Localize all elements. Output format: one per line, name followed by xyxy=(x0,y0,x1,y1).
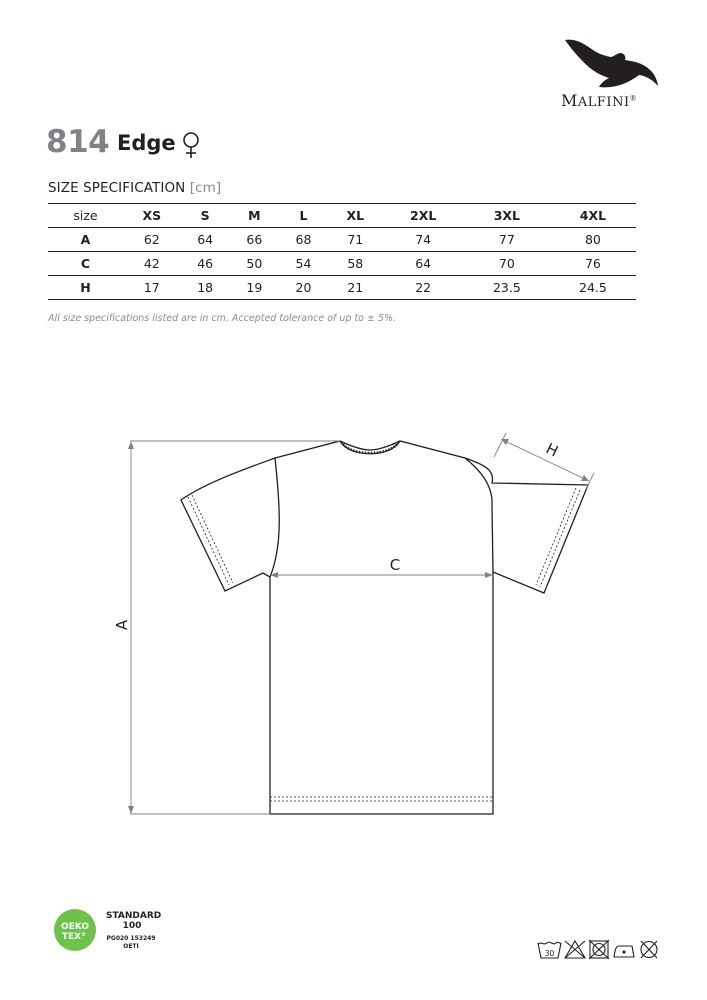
size-header-cell: XL xyxy=(328,204,382,228)
no-tumble-dry-icon xyxy=(589,940,609,959)
size-header-cell: S xyxy=(181,204,230,228)
table-cell: 77 xyxy=(464,228,550,252)
iron-low-icon xyxy=(614,946,634,957)
table-cell: 58 xyxy=(328,252,382,276)
size-table-header xyxy=(48,204,636,228)
row-label: A xyxy=(48,228,123,252)
table-cell: 23.5 xyxy=(464,276,550,300)
brand-wordmark: MALFINI® xyxy=(561,91,638,110)
female-symbol-icon xyxy=(180,131,202,159)
dimension-c-label: C xyxy=(389,556,401,574)
table-cell: 64 xyxy=(383,252,464,276)
table-row xyxy=(48,228,636,252)
table-cell: 21 xyxy=(328,276,382,300)
tshirt-outline xyxy=(181,441,588,814)
table-cell: 80 xyxy=(550,228,636,252)
size-header-cell: 3XL xyxy=(464,204,550,228)
dimension-h xyxy=(494,433,594,489)
table-cell: 19 xyxy=(230,276,279,300)
no-bleach-icon xyxy=(565,941,585,958)
svg-text:30: 30 xyxy=(544,949,555,958)
size-header-cell: 2XL xyxy=(383,204,464,228)
table-cell: 54 xyxy=(279,252,328,276)
table-cell: 70 xyxy=(464,252,550,276)
row-label: H xyxy=(48,276,123,300)
wash-30-icon xyxy=(538,942,561,958)
table-cell: 68 xyxy=(279,228,328,252)
table-cell: 74 xyxy=(383,228,464,252)
table-cell: 20 xyxy=(279,276,328,300)
table-row xyxy=(48,276,636,300)
size-header-cell: XS xyxy=(123,204,181,228)
table-row xyxy=(48,252,636,276)
no-dry-clean-icon xyxy=(641,941,657,958)
table-cell: 17 xyxy=(123,276,181,300)
table-cell: 62 xyxy=(123,228,181,252)
table-cell: 24.5 xyxy=(550,276,636,300)
table-cell: 66 xyxy=(230,228,279,252)
row-label: C xyxy=(48,252,123,276)
table-cell: 64 xyxy=(181,228,230,252)
svg-text:TEX®: TEX® xyxy=(61,932,87,942)
size-spec-title: SIZE SPECIFICATION [cm] xyxy=(48,180,222,196)
dimension-h-label: H xyxy=(542,439,562,461)
table-cell: 50 xyxy=(230,252,279,276)
care-symbols xyxy=(537,938,661,962)
dimension-a-label: A xyxy=(113,619,131,631)
tolerance-note: All size specifications listed are in cm. Accepted tolerance of up to ± 5%. xyxy=(48,313,397,324)
product-number: 814 xyxy=(46,124,110,160)
tshirt-measurement-diagram xyxy=(100,425,600,825)
svg-text:OEKO: OEKO xyxy=(60,922,90,932)
table-cell: 18 xyxy=(181,276,230,300)
size-header-cell: M xyxy=(230,204,279,228)
table-cell: 22 xyxy=(383,276,464,300)
oeko-tex-badge-icon xyxy=(53,908,97,952)
product-name: Edge xyxy=(117,131,176,155)
table-cell: 71 xyxy=(328,228,382,252)
size-header-cell: 4XL xyxy=(550,204,636,228)
malfini-bird-logo-icon xyxy=(563,36,659,90)
size-header-label: size xyxy=(48,204,123,228)
table-cell: 42 xyxy=(123,252,181,276)
oeko-standard-text: STANDARD 100 xyxy=(106,911,162,931)
oeko-certificate-code: PG020 153249 OETI xyxy=(106,935,156,950)
table-cell: 46 xyxy=(181,252,230,276)
table-cell: 76 xyxy=(550,252,636,276)
size-header-cell: L xyxy=(279,204,328,228)
size-table xyxy=(48,203,636,300)
